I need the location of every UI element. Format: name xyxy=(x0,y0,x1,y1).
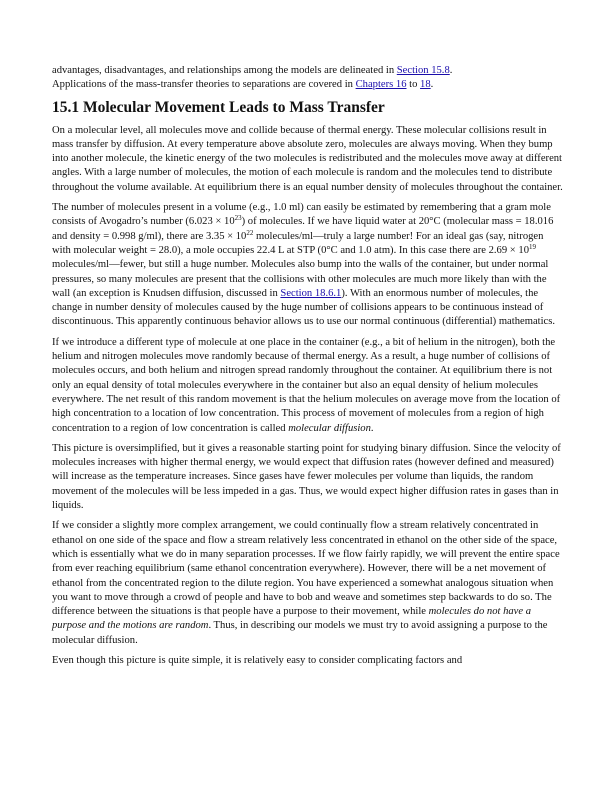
link-section-18-6-1[interactable]: Section 18.6.1 xyxy=(280,287,342,299)
p5-text-b: . Thus, in describing our models we must try to avoid assigning a purpose to the molecular diffusion. xyxy=(52,620,548,646)
intro-line1-text: advantages, disadvantages, and relationships among the models are delineated in xyxy=(52,65,397,76)
section-heading: 15.1 Molecular Movement Leads to Mass Transfer xyxy=(52,98,385,116)
intro-line1-end: . xyxy=(449,65,453,76)
link-section-15-8[interactable]: Section 15.8 xyxy=(396,65,450,76)
p3-emphasis: molecular diffusion xyxy=(288,422,371,434)
p2-exponent-1: 23 xyxy=(234,214,242,223)
p2-text-c: molecules/ml—truly a large number! For an ideal gas (say, nitrogen with molecular weight = 28.0), a mole occupies 22.4 L at STP (0°C and 1.0 atm). In this case there are 2.69 × 10 xyxy=(52,230,544,256)
p2-text-d: molecules/ml—fewer, but still a huge number. Molecules also bump into the walls of the container, but under normal pressures, so many molecules are present that the collisions with other molecules are much more likely than with the wall (an exception is Knudsen diffusion, discussed in xyxy=(52,259,549,299)
p2-exponent-2: 22 xyxy=(246,228,254,237)
p2-text-a: The number of molecules present in a volume (e.g., 1.0 ml) can easily be estimated by remembering that a gram mole consists of Avogadro’s number (6.023 × 10 xyxy=(52,202,551,228)
paragraph-2 xyxy=(52,201,564,330)
paragraph-1: On a molecular level, all molecules move and collide because of thermal energy. These molecular collisions result in mass transfer by diffusion. At every temperature above absolute zero, molecules are always moving. When they bump into another molecule, the kinetic energy of the two molecules is redistributed and the molecules move away at different angles. With a large number of molecules, the motion of each molecule is random and the molecules tend to distribute throughout the volume available. At equilibrium there is an equal number density of molecules throughout the container. xyxy=(52,124,563,193)
paragraph-3 xyxy=(52,336,564,436)
paragraph-4: This picture is oversimplified, but it gives a reasonable starting point for studying binary diffusion. Since the velocity of molecules increases with higher thermal energy, we would expect that diffusion rates (however defined and measured) will increase as the temperature increases. Since gases have fewer molecules per volume than liquids, the random movement of the molecules will be less impeded in a gas. Thus, we would expect higher diffusion rates in gases than in liquids. xyxy=(52,442,561,512)
p2-text-b: ) of molecules. If we have liquid water at 20°C (molecular mass = 18.016 and density = 0.998 g/ml), there are 3.35 × 10 xyxy=(52,216,554,242)
link-chapter-18[interactable]: 18 xyxy=(420,79,431,91)
p2-exponent-3: 19 xyxy=(529,242,536,251)
p5-emphasis: molecules do not have a purpose and the motions are random xyxy=(52,606,532,632)
intro-line2-end: . xyxy=(430,79,434,91)
p3-text-a: If we introduce a different type of molecule at one place in the container (e.g., a bit of helium in the nitrogen), both the helium and nitrogen molecules move randomly because of thermal energy. As a result, a huge number of collisions of molecules occurs, and both helium and nitrogen spread randomly throughout the container. At equilibrium there is not only an equal density of total molecules everywhere in the container but also an equal density of helium molecules everywhere. The net result of this random movement is that the helium molecules on average move from the location of high concentration to a location of low concentration. This process of movement of molecules from a region of high concentration to a region of low concentration is called xyxy=(52,336,561,434)
p2-text-e: ). With an enormous number of molecules, the change in number density of molecules caused by the huge number of collisions appears to be continuous instead of discontinuous. This apparently continuous behavior allows us to use our normal continuous (differential) mathematics. xyxy=(52,287,556,328)
p3-text-b: . xyxy=(370,422,374,434)
paragraph-6: Even though this picture is quite simple, it is relatively easy to consider complicating factors and xyxy=(52,654,463,666)
intro-line2-text: Applications of the mass-transfer theories to separations are covered in xyxy=(52,79,356,91)
paragraph-5 xyxy=(52,519,564,648)
p5-text-a: If we consider a slightly more complex arrangement, we could continually flow a stream relatively concentrated in ethanol on one side of the space and flow a stream relatively less concentrated in ethanol on the other side of the space, which is essentially what we do in many separation processes. If we flow fairly rapidly, we will prevent the entire space from ever reaching equilibrium (same ethanol concentration everywhere). However, there will be a net movement of ethanol from the concentrated region to the dilute region. You have experienced a somewhat analogous situation when you want to move through a crowd of people and have to bob and weave and sometimes step backwards to do so. The difference between the situations is that people have a purpose to their movement, while xyxy=(52,520,560,618)
intro-to-word: to xyxy=(406,79,421,91)
intro-paragraph xyxy=(52,64,564,93)
link-chapters-16[interactable]: Chapters 16 xyxy=(355,79,407,91)
document-page xyxy=(52,64,564,674)
